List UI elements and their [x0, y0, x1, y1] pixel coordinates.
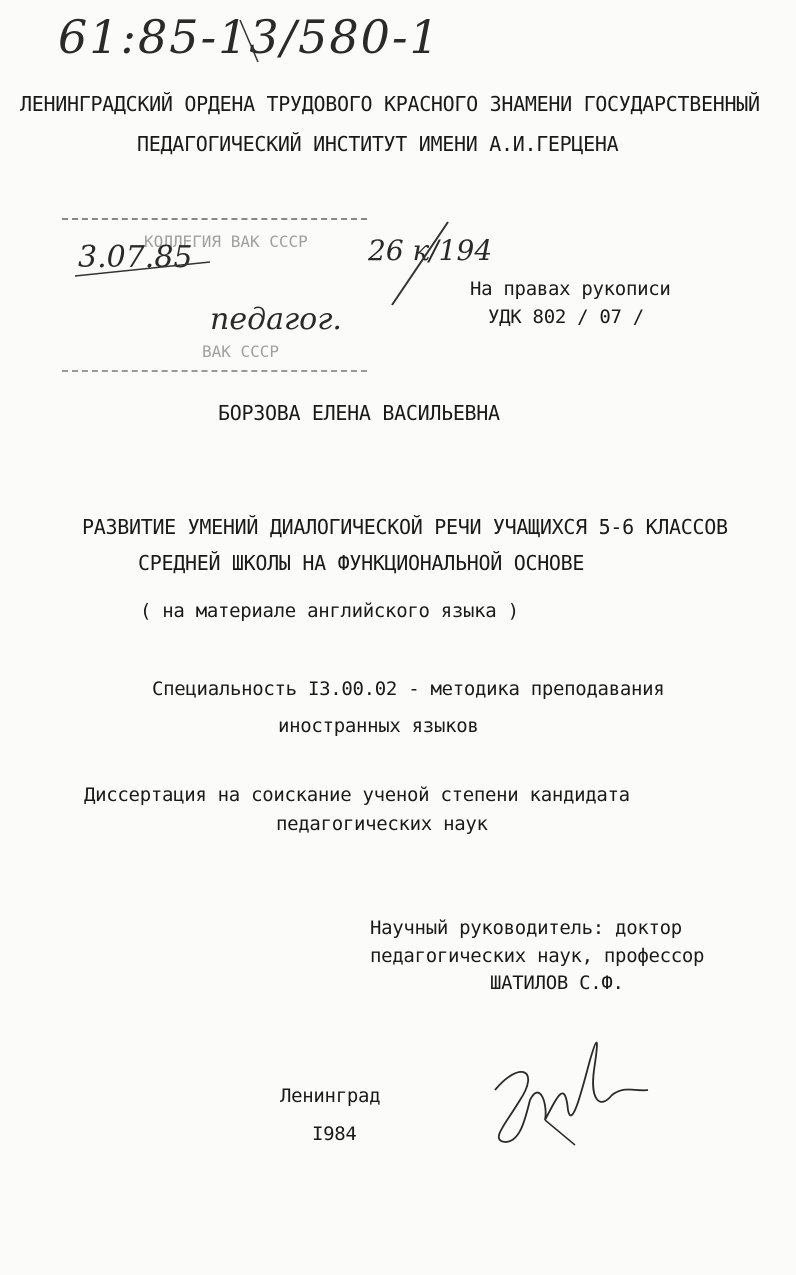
- place: Ленинград: [280, 1085, 381, 1107]
- supervisor-line-3: ШАТИЛОВ С.Ф.: [490, 972, 624, 994]
- stamp-line-3: ВАК СССР: [202, 342, 280, 361]
- title-line-1: РАЗВИТИЕ УМЕНИЙ ДИАЛОГИЧЕСКОЙ РЕЧИ УЧАЩИХСЯ 5-6 КЛАССОВ: [82, 515, 728, 539]
- institute-line-1: ЛЕНИНГРАДСКИЙ ОРДЕНА ТРУДОВОГО КРАСНОГО ЗНАМЕНИ ГОСУДАРСТВЕННЫЙ: [20, 92, 760, 116]
- specialty-line-2: иностранных языков: [278, 715, 479, 737]
- dissertation-line-2: педагогических наук: [276, 813, 488, 835]
- supervisor-line-1: Научный руководитель: доктор: [370, 917, 682, 939]
- institute-line-2: ПЕДАГОГИЧЕСКИЙ ИНСТИТУТ ИМЕНИ А.И.ГЕРЦЕНА: [137, 132, 619, 156]
- supervisor-line-2: педагогических наук, профессор: [370, 945, 705, 967]
- stamp-handwritten-date: 3.07.85: [78, 240, 193, 275]
- title-line-2: СРЕДНЕЙ ШКОЛЫ НА ФУНКЦИОНАЛЬНОЙ ОСНОВЕ: [138, 551, 585, 575]
- author-name: БОРЗОВА ЕЛЕНА ВАСИЛЬЕВНА: [218, 401, 500, 425]
- title-line-3: ( на материале английского языка ): [140, 600, 519, 622]
- rights-label: На правах рукописи: [470, 278, 671, 300]
- year: I984: [312, 1123, 357, 1145]
- stamp-line-1: КОЛЛЕГИЯ ВАК СССР: [144, 232, 308, 251]
- udk-code: УДК 802 / 07 /: [488, 306, 644, 328]
- archive-number: 61:85-13/580-1: [58, 10, 441, 64]
- dissertation-line-1: Диссертация на соискание ученой степени кандидата: [84, 784, 630, 806]
- signature: [495, 1043, 648, 1146]
- stamp-handwritten-section: педагог.: [210, 302, 342, 337]
- stamp-handwritten-number: 26 к/194: [368, 234, 493, 267]
- specialty-line-1: Специальность I3.00.02 - методика преподавания: [152, 678, 665, 700]
